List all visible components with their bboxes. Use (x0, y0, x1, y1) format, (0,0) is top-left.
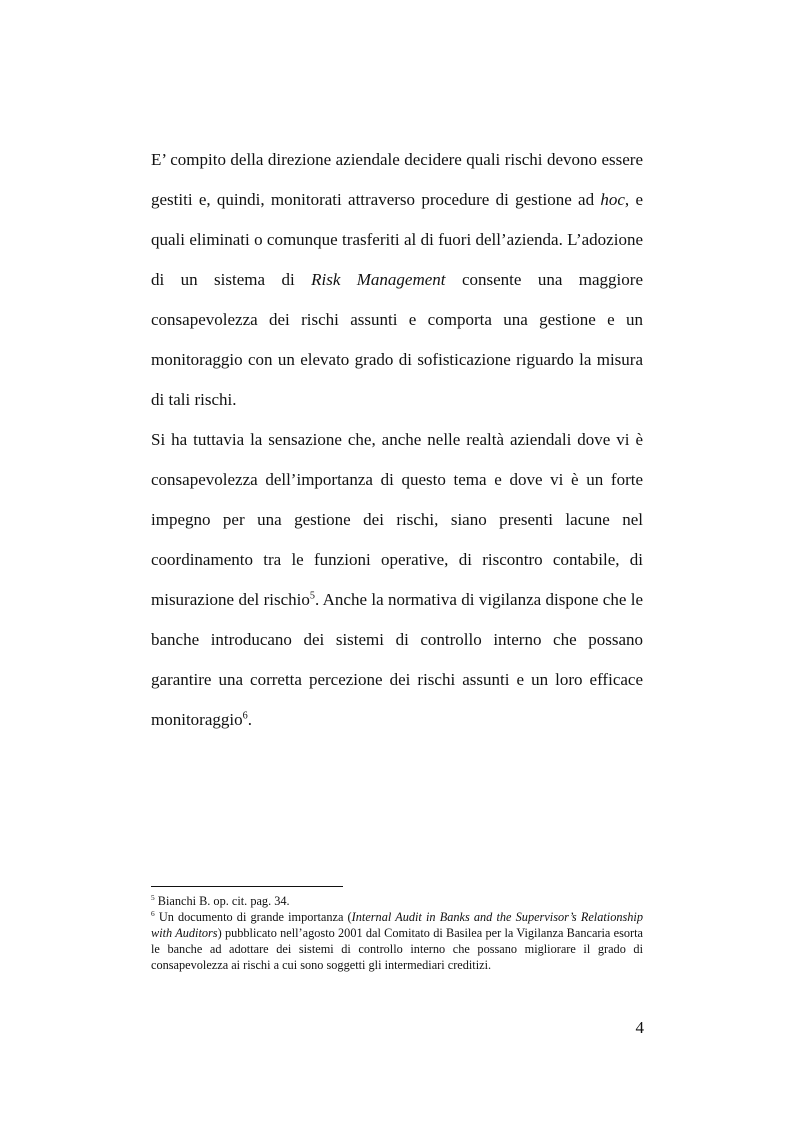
paragraph-1-text: E’ compito della direzione aziendale decidere quali rischi devono essere gestiti e, quindi, monitorati attraverso procedure di gestione ad (151, 150, 643, 209)
body-text (151, 140, 643, 740)
paragraph-2-text: . (247, 710, 252, 729)
footnotes (151, 893, 643, 973)
footnote-6 (151, 909, 643, 973)
footnote-text: ) pubblicato nell’agosto 2001 dal Comitato di Basilea per la Vigilanza Bancaria esorta le banche ad adottare dei sistemi di controllo interno che possano migliorare il grado di consapevolezza ai rischi a cui sono soggetti gli intermediari creditizi. (151, 926, 643, 972)
paragraph-1-text: consente una maggiore consapevolezza dei rischi assunti e comporta una gestione e un monitoraggio con un elevato grado di sofisticazione riguardo la misura di tali rischi. (151, 270, 643, 409)
footnote-separator (151, 886, 343, 887)
paragraph-1-text: , e quali eliminati o comunque trasferiti al di fuori dell’azienda. L’adozione di un sistema di (151, 190, 643, 289)
paragraph-2 (151, 420, 643, 740)
paragraph-1 (151, 140, 643, 420)
footnote-5 (151, 893, 643, 909)
footnote-text: Bianchi B. op. cit. pag. 34. (154, 894, 290, 908)
footnote-number: 5 (151, 892, 155, 902)
italic-risk-management: Risk Management (311, 270, 446, 289)
footnote-ref-5: 5 (309, 590, 315, 602)
italic-hoc: hoc (600, 190, 625, 209)
page-number: 4 (635, 1018, 644, 1037)
paragraph-2-text: . Anche la normativa di vigilanza dispone che le banche introducano dei sistemi di controllo interno che possano garantire una corretta percezione dei rischi assunti e un loro efficace monitoraggio (151, 590, 643, 729)
paragraph-2-text: Si ha tuttavia la sensazione che, anche nelle realtà aziendali dove vi è consapevolezza dell’importanza di questo tema e dove vi è un forte impegno per una gestione dei rischi, siano presenti lacune nel coordinamento tra le funzioni operative, di riscontro contabile, di misurazione del rischio (151, 430, 643, 609)
footnote-document-title: Internal Audit in Banks and the Supervisor’s Relationship with Auditors (151, 910, 643, 940)
footnote-ref-6: 6 (242, 710, 248, 722)
footnote-number: 6 (151, 908, 155, 918)
footnote-text: Un documento di grande importanza ( (154, 910, 352, 924)
